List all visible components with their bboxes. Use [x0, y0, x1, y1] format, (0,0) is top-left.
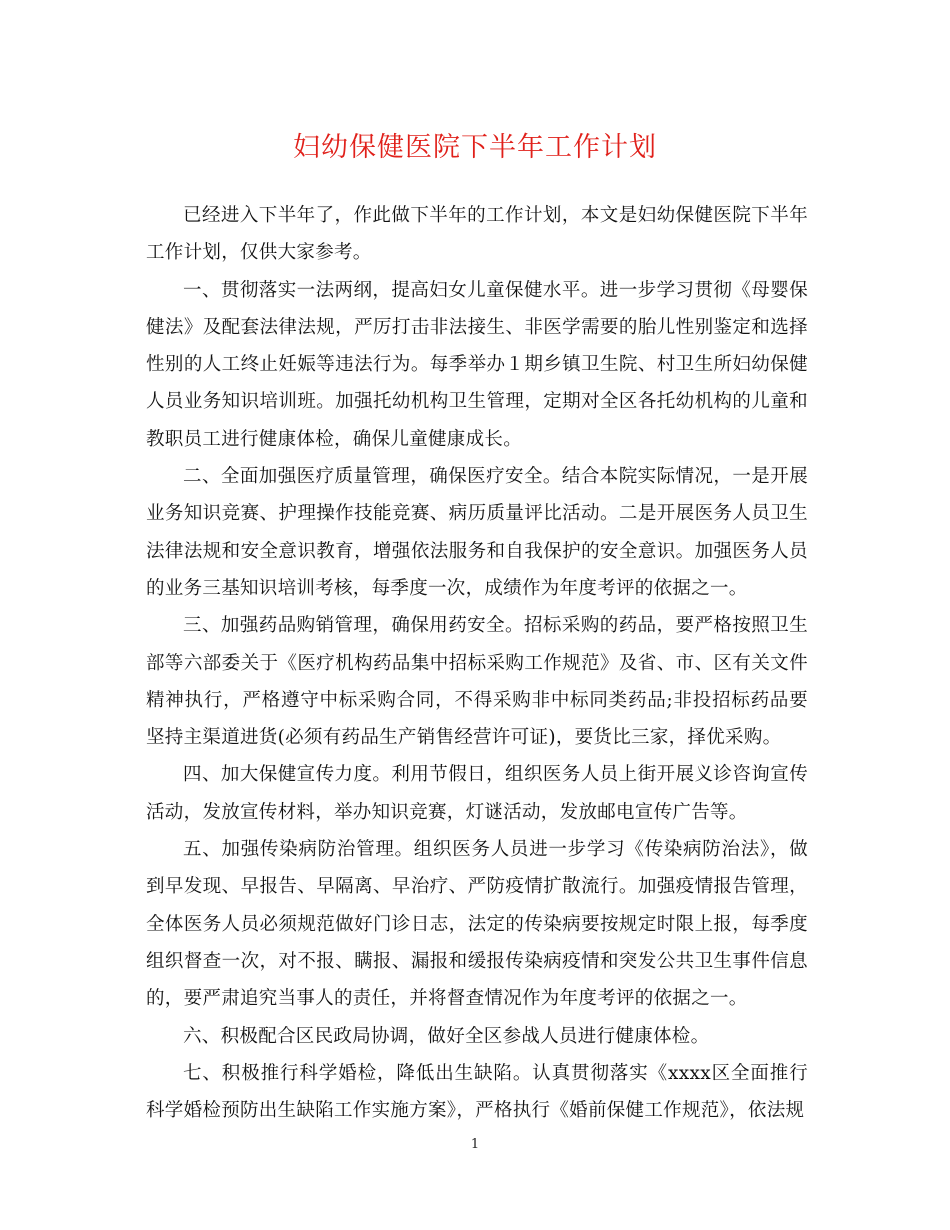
paragraph-section-5: 五、加强传染病防治管理。组织医务人员进一步学习《传染病防治法》，做到早发现、早报告、早隔离、早治疗、严防疫情扩散流行。加强疫情报告管理，全体医务人员必须规范做好门诊日志，法定的传染病要按规定时限上报，每季度组织督查一次，对不报、瞒报、漏报和缓报传染病疫情和突发公共卫生事件信息的，要严肃追究当事人的责任，并将督查情况作为年度考评的依据之一。 [146, 839, 808, 1010]
document-body [146, 197, 808, 1129]
paragraph-section-6: 六、积极配合区民政局协调，做好全区参战人员进行健康体检。 [183, 1025, 710, 1047]
paragraph-section-2: 二、全面加强医疗质量管理，确保医疗安全。结合本院实际情况，一是开展业务知识竞赛、护理操作技能竞赛、病历质量评比活动。二是开展医务人员卫生法律法规和安全意识教育，增强依法服务和自我保护的安全意识。加强医务人员的业务三基知识培训考核，每季度一次，成绩作为年度考评的依据之一。 [146, 466, 808, 599]
paragraph-section-4: 四、加大保健宣传力度。利用节假日，组织医务人员上街开展义诊咨询宣传活动，发放宣传材料，举办知识竞赛，灯谜活动，发放邮电宣传广告等。 [146, 764, 808, 823]
document-title: 妇幼保健医院下半年工作计划 [293, 132, 657, 163]
paragraph-intro: 已经进入下半年了，作此做下半年的工作计划，本文是妇幼保健医院下半年工作计划，仅供大家参考。 [146, 205, 808, 264]
page-number: 1 [470, 1137, 480, 1152]
paragraph-section-3: 三、加强药品购销管理，确保用药安全。招标采购的药品，要严格按照卫生部等六部委关于《医疗机构药品集中招标采购工作规范》及省、市、区有关文件精神执行，严格遵守中标采购合同，不得采购非中标同类药品;非投招标药品要坚持主渠道进货(必须有药品生产销售经营许可证)，要货比三家，择优采购。 [146, 615, 808, 749]
paragraph-section-1: 一、贯彻落实一法两纲，提高妇女儿童保健水平。进一步学习贯彻《母婴保健法》及配套法律法规，严厉打击非法接生、非医学需要的胎儿性别鉴定和选择性别的人工终止妊娠等违法行为。每季举办１期乡镇卫生院、村卫生所妇幼保健人员业务知识培训班。加强托幼机构卫生管理，定期对全区各托幼机构的儿童和教职员工进行健康体检，确保儿童健康成长。 [146, 279, 808, 450]
paragraph-section-7: 七、积极推行科学婚检，降低出生缺陷。认真贯彻落实《xxxx区全面推行科学婚检预防出生缺陷工作实施方案》，严格执行《婚前保健工作规范》，依法规 [146, 1062, 808, 1122]
